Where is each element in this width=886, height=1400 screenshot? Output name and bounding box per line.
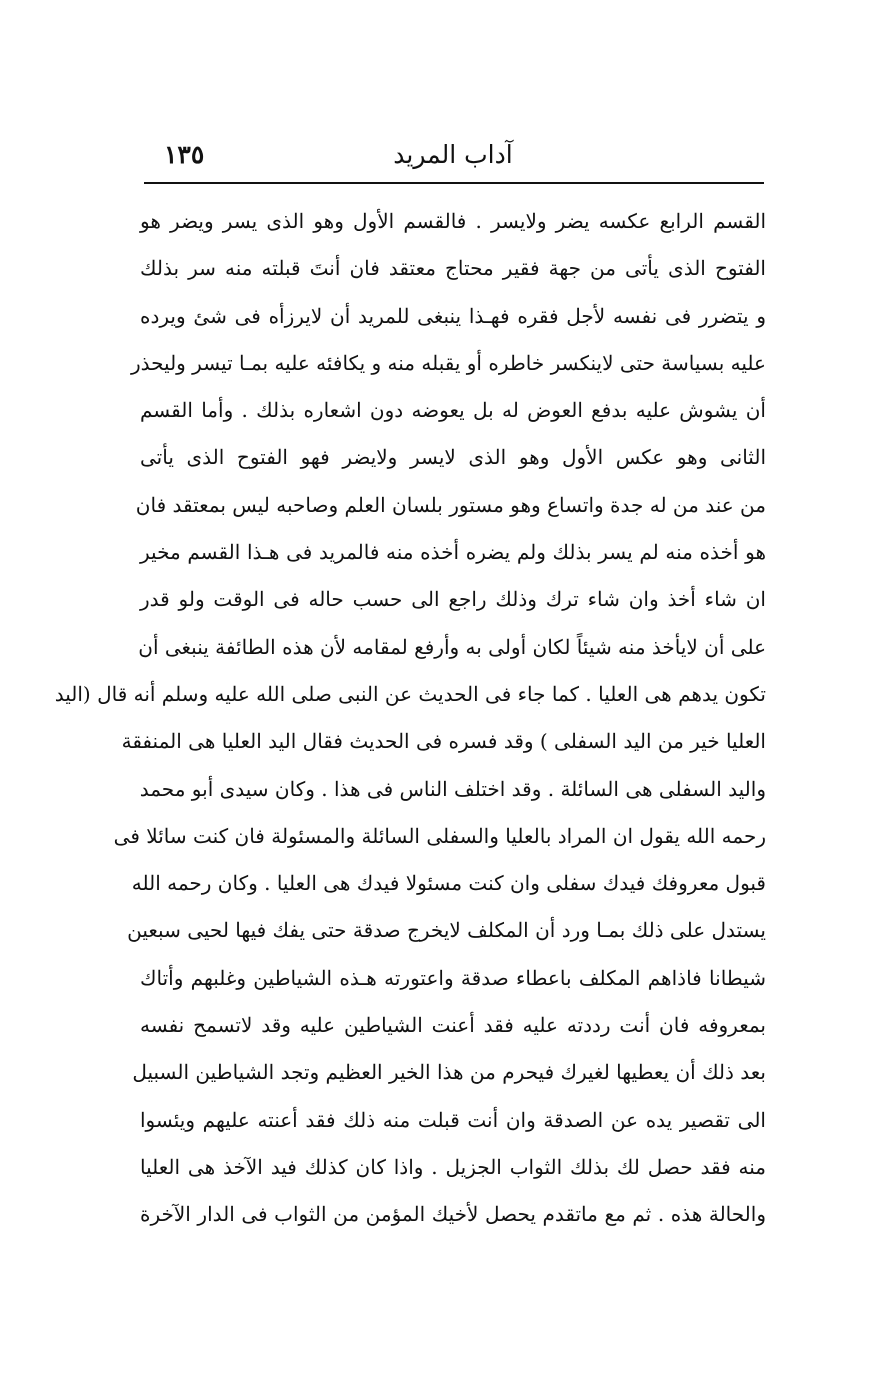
text-line: و يتضرر فى نفسه لأجل فقره فهـذا ينبغى للمريد أن لايرزأه فى شئ ويرده <box>140 303 766 328</box>
text-line: يستدل على ذلك بمـا ورد أن المكلف لايخرج صدقة حتى يفك فيها لحيى سبعين <box>127 918 766 943</box>
text-line: شيطانا فاذاهم المكلف باعطاء صدقة واعتورته هـذه الشياطين وغلبهم وأتاك <box>140 965 766 990</box>
text-line: الفتوح الذى يأتى من جهة فقير محتاج معتقد فان أنتَ قبلته منه سر بذلك <box>140 256 766 281</box>
text-line: تكون يدهم هى العليا . كما جاء فى الحديث عن النبى صلى الله عليه وسلم أنه قال (اليد <box>54 681 766 706</box>
text-line: رحمه الله يقول ان المراد بالعليا والسفلى السائلة والمسئولة فان كنت سائلا فى <box>113 823 766 848</box>
text-line: قبول معروفك فيدك سفلى وان كنت مسئولا فيدك هى العليا . وكان رحمه الله <box>131 871 766 896</box>
text-line: ان شاء أخذ وان شاء ترك وذلك راجع الى حسب حاله فى الوقت ولو قدر <box>140 587 766 612</box>
text-line: بعد ذلك أن يعطيها لغيرك فيحرم من هذا الخير العظيم وتجد الشياطين السبيل <box>132 1060 766 1085</box>
header-rule <box>144 182 764 184</box>
text-line: هو أخذه منه لم يسر بذلك ولم يضره أخذه منه فالمريد فى هـذا القسم مخير <box>140 540 766 565</box>
text-line: عليه بسياسة حتى لاينكسر خاطره أو يقبله منه و يكافئه عليه بمـا تيسر وليحذر <box>130 350 766 375</box>
text-line: أن يشوش عليه بدفع العوض له بل يعوضه دون اشعاره بذلك . وأما القسم <box>140 398 766 423</box>
text-line: والحالة هذه . ثم مع ماتقدم يحصل لأخيك المؤمن من الثواب فى الدار الآخرة <box>140 1202 766 1227</box>
running-title: آداب المريد <box>393 140 513 169</box>
text-line: بمعروفه فان أنت رددته عليه فقد أعنت الشياطين عليه وقد لاتسمح نفسه <box>140 1013 766 1038</box>
text-line: واليد السفلى هى السائلة . وقد اختلف الناس فى هذا . وكان سيدى أبو محمد <box>139 776 766 801</box>
text-line: القسم الرابع عكسه يضر ولايسر . فالقسم الأول وهو الذى يسر ويضر هو <box>140 209 766 233</box>
page-number: ١٣٥ <box>164 140 205 169</box>
body-text <box>54 198 766 1239</box>
text-line: منه فقد حصل لك بذلك الثواب الجزيل . واذا كان كذلك فيد الآخذ هى العليا <box>140 1154 766 1179</box>
page-header <box>140 138 766 178</box>
text-line: الثانى وهو عكس الأول وهو الذى لايسر ولايضر فهو الفتوح الذى يأتى <box>140 445 766 470</box>
text-line: الى تقصير يده عن الصدقة وان أنت قبلت منه ذلك فقد أعنته عليهم ويئسوا <box>140 1107 766 1132</box>
text-line: من عند من له جدة واتساع وهو مستور بلسان العلم وصاحبه ليس بمعتقد فان <box>135 492 766 517</box>
text-line: على أن لايأخذ منه شيئاً لكان أولى به وأرفع لمقامه لأن هذه الطائفة ينبغى أن <box>138 634 766 659</box>
text-line: العليا خير من اليد السفلى ) وقد فسره فى الحديث فقال اليد العليا هى المنفقة <box>121 729 766 754</box>
